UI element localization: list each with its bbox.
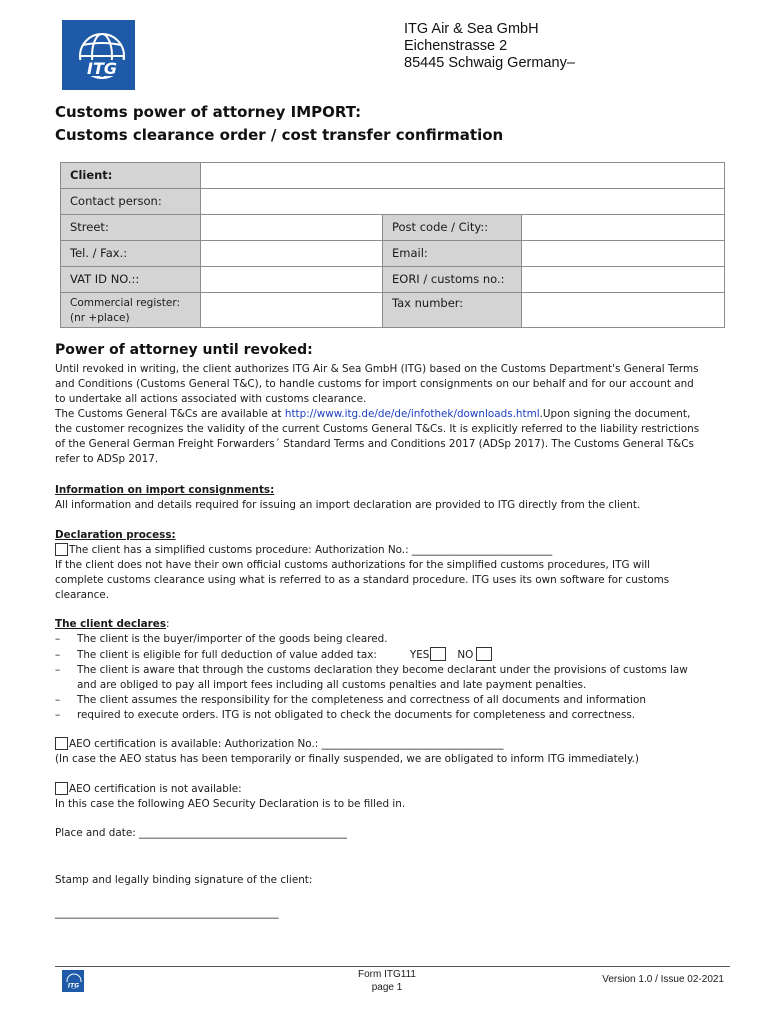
vat-id-field[interactable] [201,267,383,293]
vat-yes-label: YES [409,649,430,661]
dash-bullet: – [55,649,61,661]
dash-bullet: – [55,709,61,721]
declare-item-text: The client is eligible for full deduction of value added tax: [77,649,377,661]
dash-bullet: – [55,633,61,645]
aeo-available-section [55,737,730,767]
client-declares-section [55,617,730,723]
document-title [55,101,503,147]
dash-bullet: – [55,694,61,706]
place-date-field[interactable]: Place and date: ________________________________________ [55,827,347,839]
import-info-text: All information and details required for issuing an import declaration are provided to ITG directly from the client. [55,499,641,511]
declaration-heading: Declaration process: [55,529,176,541]
declare-item [55,693,730,708]
dash-bullet: – [55,664,61,676]
simplified-procedure-checkbox[interactable] [55,543,68,556]
commercial-register-field[interactable] [201,293,383,328]
footer-version: Version 1.0 / Issue 02-2021 [602,974,724,985]
client-declares-heading-row [55,617,730,632]
post-code-city-label: Post code / City:: [383,215,522,241]
footer-page-number: page 1 [371,982,403,993]
declare-item-continuation [55,678,730,693]
itg-logo-text: ITG [87,59,117,78]
aeo-suspended-note: (In case the AEO status has been temporarily or finally suspended, we are obligated to inform ITG immediately.) [55,753,639,765]
declare-item-text: The client is aware that through the customs declaration they become declarant under the provisions of customs law [77,664,688,676]
declare-item [55,708,730,723]
signature-line[interactable]: ___________________________________________ [55,907,279,919]
stamp-signature-label: Stamp and legally binding signature of the client: [55,874,313,886]
footer-form-number: Form ITG111 [358,969,416,980]
declaration-section [55,528,730,603]
eori-label: EORI / customs no.: [383,267,522,293]
company-address [404,21,575,72]
vat-no-checkbox[interactable] [476,647,492,661]
poa-heading: Power of attorney until revoked: [55,342,313,358]
aeo-available-row [55,737,730,752]
contact-person-label: Contact person: [61,189,201,215]
tel-fax-label: Tel. / Fax.: [61,241,201,267]
poa-text [55,362,730,467]
heading-colon: : [166,618,170,630]
vat-yes-checkbox[interactable] [430,647,446,661]
declare-item [55,647,730,663]
declaration-line: If the client does not have their own official customs authorizations for the simplified customs procedures, ITG will [55,559,650,571]
street-field[interactable] [201,215,383,241]
commercial-register-label-line-1: Commercial register: [70,297,180,309]
declare-item [55,632,730,647]
vat-id-label: VAT ID NO.:: [61,267,201,293]
poa-line: refer to ADSp 2017. [55,453,159,465]
street-label: Street: [61,215,201,241]
commercial-register-label [61,293,201,328]
client-declares-heading: The client declares [55,618,167,630]
address-line: ITG Air & Sea GmbH [404,21,539,37]
aeo-not-available-section [55,782,730,812]
poa-availability-line [55,407,730,422]
commercial-register-label-line-2: (nr +place) [70,312,130,324]
title-line-2: Customs clearance order / cost transfer confirmation [55,126,504,144]
tax-number-label: Tax number: [383,293,522,328]
footer-divider [55,966,730,967]
declaration-line: clearance. [55,589,109,601]
itg-logo [62,20,135,90]
tax-number-field[interactable] [522,293,725,328]
tel-fax-field[interactable] [201,241,383,267]
availability-suffix: .Upon signing the document, [539,408,691,420]
poa-line: of the General German Freight Forwarders´ Standard Terms and Conditions 2017 (ADSp 2017). The Customs General T&Cs [55,438,694,450]
poa-line: and Conditions (Customs General T&C), to handle customs for import consignments on our behalf and for our account and [55,378,694,390]
email-label: Email: [383,241,522,267]
address-line: Eichenstrasse 2 [404,38,508,54]
aeo-security-note: In this case the following AEO Security Declaration is to be filled in. [55,798,406,810]
client-field[interactable] [201,163,725,189]
title-line-1: Customs power of attorney IMPORT: [55,103,362,121]
poa-line: Until revoked in writing, the client authorizes ITG Air & Sea GmbH (ITG) based on the Customs Department's General Terms [55,363,699,375]
eori-field[interactable] [522,267,725,293]
declaration-line: complete customs clearance using what is referred to as a standard procedure. ITG uses its own software for customs [55,574,670,586]
aeo-not-available-label: AEO certification is not available: [69,783,242,795]
client-info-table [60,162,725,328]
poa-line: the customer recognizes the validity of the current Customs General T&Cs. It is explicitly referred to the liability restrictions [55,423,700,435]
downloads-link[interactable]: http://www.itg.de/de/de/infothek/downloads.html [284,408,540,420]
post-code-city-field[interactable] [522,215,725,241]
email-field[interactable] [522,241,725,267]
poa-line: to undertake all actions associated with customs clearance. [55,393,367,405]
contact-person-field[interactable] [201,189,725,215]
aeo-not-available-checkbox[interactable] [55,782,68,795]
import-info-heading: Information on import consignments: [55,484,275,496]
client-label: Client: [61,163,201,189]
import-info-section [55,483,730,513]
declare-item-text: and are obliged to pay all import fees including all customs penalties and late payment penalties. [77,679,587,691]
vat-no-label: NO [457,649,474,661]
availability-prefix: The Customs General T&Cs are available at [55,408,285,420]
footer-itg-logo [62,970,84,992]
declare-item-text: required to execute orders. ITG is not obligated to check the documents for completeness and correctness. [77,709,636,721]
declare-item-text: The client is the buyer/importer of the goods being cleared. [77,633,388,645]
aeo-available-label: AEO certification is available: Authorization No.: ___________________________________ [69,738,504,750]
declare-item [55,663,730,678]
footer-form-info [340,968,434,994]
declare-item-text: The client assumes the responsibility for the completeness and correctness of all documents and information [77,694,646,706]
address-line: 85445 Schwaig Germany– [404,55,575,71]
footer-logo-text: ITG [67,982,80,990]
aeo-not-available-row [55,782,730,797]
simplified-procedure-row [55,543,730,558]
simplified-procedure-label: The client has a simplified customs procedure: Authorization No.: ___________________________ [69,544,553,556]
aeo-available-checkbox[interactable] [55,737,68,750]
